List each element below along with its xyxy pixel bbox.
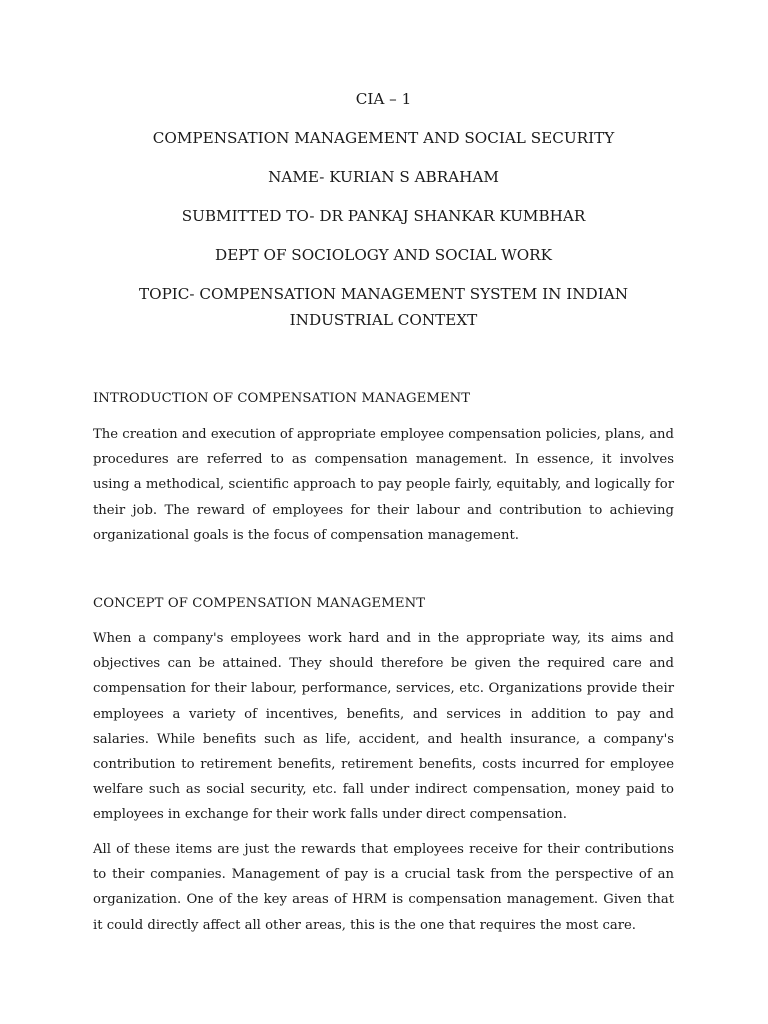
department: DEPT OF SOCIOLOGY AND SOCIAL WORK [215, 246, 552, 264]
intro-heading: INTRODUCTION OF COMPENSATION MANAGEMENT [93, 391, 471, 406]
title-block [93, 86, 674, 346]
submitted-to: SUBMITTED TO- DR PANKAJ SHANKAR KUMBHAR [181, 207, 586, 225]
concept-paragraph-1: When a company's employees work hard and in the appropriate way, its aims and objectives can be attained. They should therefore be given the required care and compensation for their labour, performance, services, etc. Organizations provide their employees a variety of incentives, benefits, and services in addition to pay and salaries. While benefits such as life, accident, and health insurance, a company's contribution to retirement benefits, retirement benefits, costs incurred for employee welfare such as social security, etc. fall under indirect compensation, money paid to employees in exchange for their work falls under direct compensation. [93, 631, 674, 823]
assignment-label: CIA – 1 [355, 90, 412, 108]
topic-line-1: TOPIC- COMPENSATION MANAGEMENT SYSTEM IN INDIAN [139, 285, 628, 303]
intro-paragraph: The creation and execution of appropriate employee compensation policies, plans, and procedures are referred to as compensation management. In essence, it involves using a methodical, scientific approach to pay people fairly, equitably, and logically for their job. The reward of employees for their labour and contribution to achieving organizational goals is the focus of compensation management. [93, 427, 674, 543]
topic-line-2: INDUSTRIAL CONTEXT [289, 311, 478, 329]
concept-heading: CONCEPT OF COMPENSATION MANAGEMENT [93, 596, 426, 611]
student-name: NAME- KURIAN S ABRAHAM [268, 168, 499, 186]
course-title: COMPENSATION MANAGEMENT AND SOCIAL SECURITY [152, 129, 615, 147]
concept-paragraph-2: All of these items are just the rewards that employees receive for their contributions to their companies. Management of pay is a crucial task from the perspective of an organization. One of the key areas of HRM is compensation management. Given that it could directly affect all other areas, this is the one that requires the most care. [93, 842, 674, 933]
document-page [93, 0, 674, 1024]
